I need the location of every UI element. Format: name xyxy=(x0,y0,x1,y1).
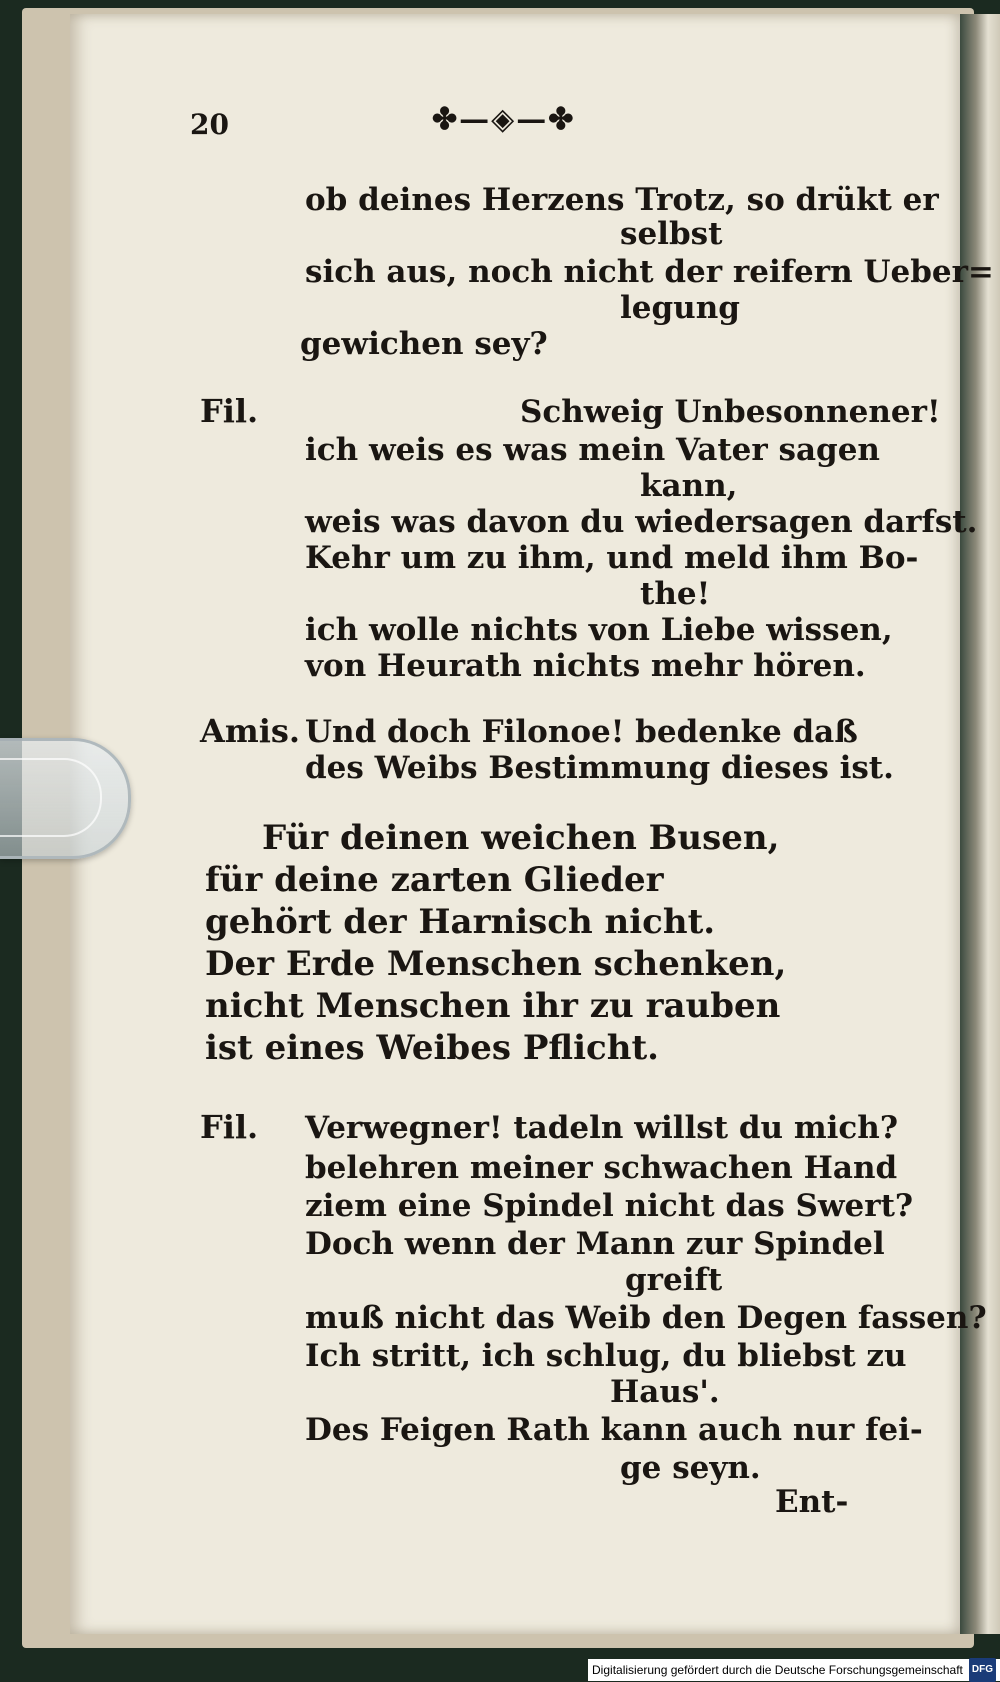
song-line: ist eines Weibes Pflicht. xyxy=(205,1028,659,1068)
text-line: gewichen sey? xyxy=(300,326,548,362)
catchword: Ent- xyxy=(775,1484,849,1520)
text-line: ich weis es was mein Vater sagen xyxy=(305,432,880,468)
page-clip-highlight xyxy=(0,758,102,837)
text-line: Des Feigen Rath kann auch nur fei- xyxy=(305,1412,923,1448)
text-line: Kehr um zu ihm, und meld ihm Bo- xyxy=(305,540,919,576)
text-line: von Heurath nichts mehr hören. xyxy=(305,648,866,684)
text-line: Ich stritt, ich schlug, du bliebst zu xyxy=(305,1338,907,1374)
text-line: weis was davon du wiedersagen darfst. xyxy=(305,504,978,540)
speaker-label: Amis. xyxy=(200,712,300,750)
song-line: gehört der Harnisch nicht. xyxy=(205,902,716,942)
text-line: Verwegner! tadeln willst du mich? xyxy=(305,1110,898,1146)
text-line: belehren meiner schwachen Hand xyxy=(305,1150,898,1186)
text-line: ge seyn. xyxy=(620,1450,761,1486)
text-line: kann, xyxy=(640,468,738,504)
header-ornament: ✤—◈—✤ xyxy=(432,102,576,137)
text-line: ich wolle nichts von Liebe wissen, xyxy=(305,612,893,648)
text-line: ziem eine Spindel nicht das Swert? xyxy=(305,1188,914,1224)
song-line: Für deinen weichen Busen, xyxy=(262,818,780,858)
text-line: muß nicht das Weib den Degen fassen? xyxy=(305,1300,987,1336)
text-line: sich aus, noch nicht der reifern Ueber= xyxy=(305,254,994,290)
text-line: selbst xyxy=(620,216,723,252)
page-number: 20 xyxy=(190,108,229,141)
text-line: Schweig Unbesonnener! xyxy=(520,394,941,430)
text-line: des Weibs Bestimmung dieses ist. xyxy=(305,750,894,786)
speaker-label: Fil. xyxy=(200,392,259,430)
song-line: für deine zarten Glieder xyxy=(205,860,664,900)
text-line: ob deines Herzens Trotz, so drükt er xyxy=(305,182,939,218)
text-line: the! xyxy=(640,576,711,612)
text-line: legung xyxy=(620,290,740,326)
text-line: Und doch Filonoe! bedenke daß xyxy=(305,714,858,750)
text-line: greift xyxy=(625,1262,723,1298)
footer-text: Digitalisierung gefördert durch die Deutsche Forschungsgemeinschaft xyxy=(592,1663,963,1677)
footer-credit xyxy=(588,1659,1000,1681)
speaker-label: Fil. xyxy=(200,1108,259,1146)
text-line: Doch wenn der Mann zur Spindel xyxy=(305,1226,885,1262)
song-line: Der Erde Menschen schenken, xyxy=(205,944,787,984)
text-line: Haus'. xyxy=(610,1374,720,1410)
dfg-logo-icon: DFG xyxy=(969,1658,996,1682)
song-line: nicht Menschen ihr zu rauben xyxy=(205,986,781,1026)
